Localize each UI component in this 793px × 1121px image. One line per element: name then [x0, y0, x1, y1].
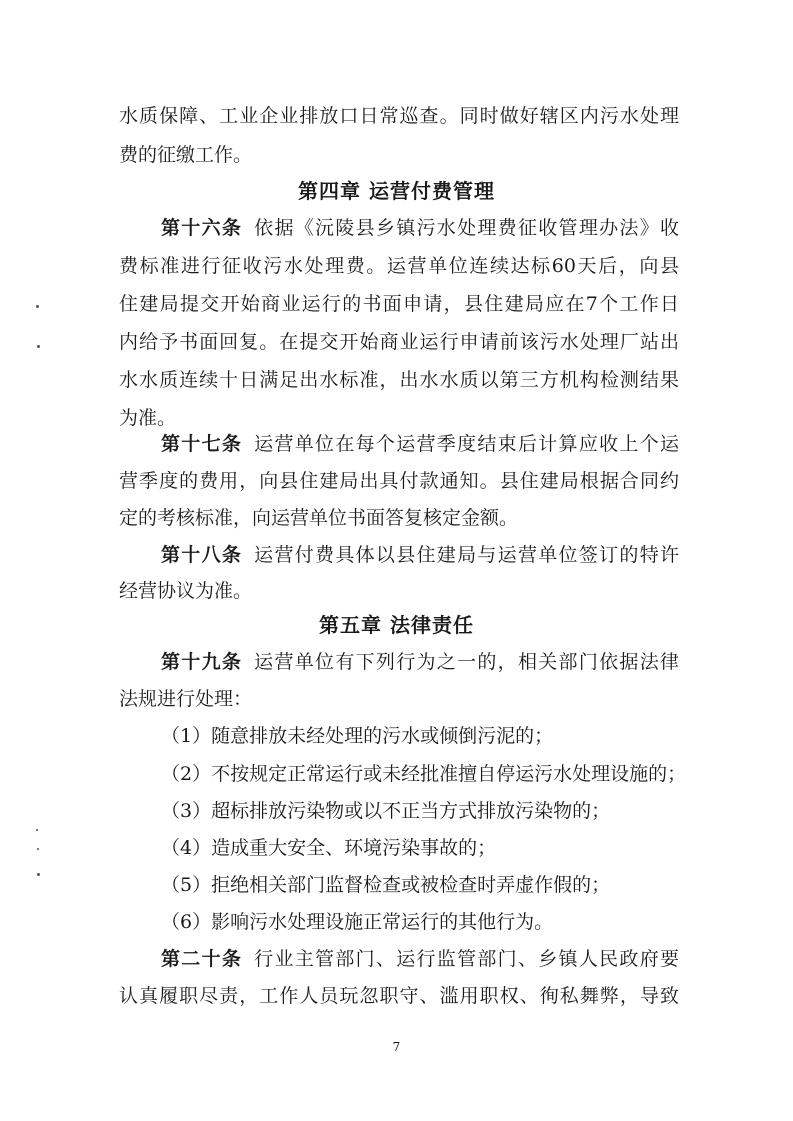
article-18-first-line	[161, 537, 679, 573]
article-17-first-line	[161, 426, 679, 462]
paragraph-line: 法规进行处理：	[119, 688, 253, 710]
article-text: 运营付费具体以县住建局与运营单位签订的特许	[254, 544, 679, 566]
scan-speck	[36, 305, 39, 308]
paragraph-line: 水水质连续十日满足出水标准，出水水质以第三方机构检测结果	[119, 369, 679, 391]
list-item: （2）不按规定正常运行或未经批准擅自停运污水处理设施的；	[161, 763, 687, 785]
article-text: 运营单位在每个运营季度结束后计算应收上个运	[254, 433, 679, 455]
paragraph-line: 内给予书面回复。在提交开始商业运行申请前该污水处理厂站出	[119, 331, 679, 353]
chapter-heading: 第四章 运营付费管理	[298, 179, 495, 203]
article-text: 行业主管部门、运行监管部门、乡镇人民政府要	[254, 948, 679, 970]
list-item: （6）影响污水处理设施正常运行的其他行为。	[161, 911, 554, 933]
article-19-first-line	[161, 644, 679, 680]
paragraph-line: 为准。	[119, 407, 177, 429]
article-label: 第二十条	[161, 948, 243, 970]
article-label: 第十九条	[161, 651, 243, 673]
paragraph-line: 定的考核标准，向运营单位书面答复核定金额。	[119, 507, 519, 529]
paragraph-line: 营季度的费用，向县住建局出具付款通知。县住建局根据合同约	[119, 470, 679, 492]
article-label: 第十六条	[161, 217, 243, 239]
list-item: （4）造成重大安全、环境污染事故的；	[161, 837, 497, 859]
paragraph-line: 住建局提交开始商业运行的书面申请，县住建局应在7个工作日	[119, 293, 679, 315]
list-item: （1）随意排放未经处理的污水或倾倒污泥的；	[161, 725, 554, 747]
scan-speck	[37, 848, 39, 850]
scan-speck	[36, 829, 38, 831]
article-label: 第十八条	[161, 544, 243, 566]
paragraph-line: 费标准进行征收污水处理费。运营单位连续达标60天后，向县	[119, 255, 679, 277]
list-item: （3）超标排放污染物或以不正当方式排放污染物的；	[161, 800, 611, 822]
chapter-heading: 第五章 法律责任	[319, 613, 474, 637]
article-16-first-line	[161, 210, 679, 246]
scan-speck	[37, 873, 40, 876]
paragraph-line: 经营协议为准。	[119, 580, 253, 602]
scan-speck	[37, 345, 40, 348]
paragraph-line: 认真履职尽责，工作人员玩忽职守、滥用职权、徇私舞弊，导致	[119, 985, 679, 1007]
page-number: 7	[392, 1040, 401, 1054]
article-text: 运营单位有下列行为之一的，相关部门依据法律	[254, 651, 679, 673]
article-text: 依据《沅陵县乡镇污水处理费征收管理办法》收	[254, 217, 679, 239]
paragraph-line: 水质保障、工业企业排放口日常巡查。同时做好辖区内污水处理	[119, 105, 679, 127]
list-item: （5）拒绝相关部门监督检查或被检查时弄虚作假的；	[161, 874, 611, 896]
article-20-first-line	[161, 941, 679, 977]
paragraph-line: 费的征缴工作。	[119, 144, 253, 166]
article-label: 第十七条	[161, 433, 243, 455]
